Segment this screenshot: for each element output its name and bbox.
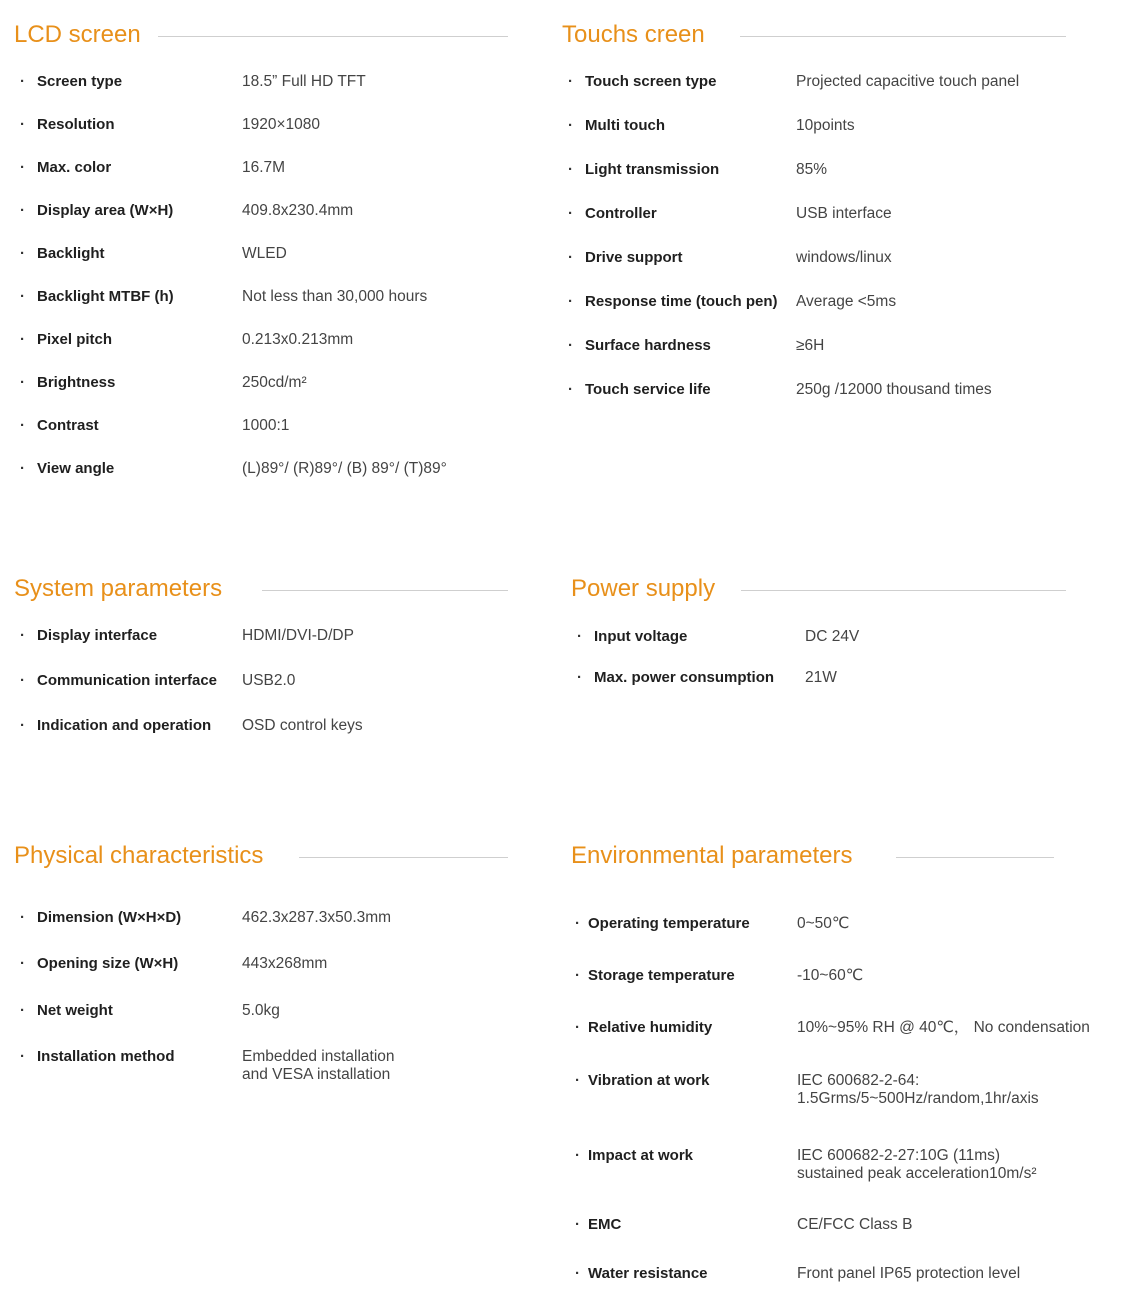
section-title: Environmental parameters [571,842,853,869]
spec-value [796,161,827,179]
section-touch-screen [562,20,1082,398]
spec-row [571,967,1111,1007]
spec-value-line: 85% [796,161,828,178]
spec-row [14,909,554,949]
bullet-dot: · [20,717,25,734]
spec-value [242,955,327,973]
bullet-dot: · [20,331,25,348]
spec-row [562,161,1102,201]
bullet-dot: · [575,1216,580,1233]
spec-row [14,374,554,414]
spec-value [242,202,353,220]
spec-value [797,1265,1020,1283]
spec-value-line: OSD control keys [242,717,363,734]
section-divider [740,36,1066,37]
spec-label: Touch service life [585,381,711,398]
spec-value [796,293,896,311]
section-title: Touchs creen [562,21,705,48]
section-physical-characteristics [14,841,514,1083]
bullet-dot: · [575,967,580,984]
bullet-dot: · [568,249,573,266]
spec-value-line: USB interface [796,205,892,222]
spec-label: Indication and operation [37,717,212,734]
section-header [571,574,1071,606]
spec-label: Net weight [37,1002,113,1019]
section-header [562,20,1082,52]
spec-value [242,374,307,392]
bullet-dot: · [577,628,582,645]
spec-value [797,1072,1039,1108]
spec-value-line: IEC 600682-2-27:10G (11ms) [797,1147,1001,1164]
section-divider [896,857,1054,858]
spec-value [242,1002,280,1020]
spec-label: View angle [37,460,115,477]
section-header [14,574,514,606]
spec-row [14,116,554,156]
spec-value [242,672,295,690]
bullet-dot: · [568,73,573,90]
bullet-dot: · [20,202,25,219]
spec-label: Vibration at work [588,1072,710,1089]
bullet-dot: · [577,669,582,686]
spec-row [562,337,1102,377]
spec-value [796,249,892,267]
spec-row [571,1216,1111,1256]
spec-value [242,460,447,478]
spec-label: Operating temperature [588,915,750,932]
bullet-dot: · [20,955,25,972]
spec-row [14,627,554,667]
spec-value [242,717,363,735]
spec-row [562,117,1102,157]
section-environmental-parameters [571,841,1131,1282]
spec-value [242,627,354,645]
bullet-dot: · [568,117,573,134]
spec-value-line: Average <5ms [796,293,897,310]
spec-value [242,245,287,263]
spec-row [571,915,1111,955]
section-header [14,841,514,873]
spec-value [796,337,824,355]
bullet-dot: · [575,915,580,932]
section-divider [262,590,508,591]
spec-value [796,381,992,399]
spec-value-line: (L)89°/ (R)89°/ (B) 89°/ (T)89° [242,460,447,477]
spec-label: Backlight [37,245,105,262]
bullet-dot: · [20,909,25,926]
section-title: System parameters [14,575,223,602]
bullet-dot: · [20,288,25,305]
spec-row [571,1147,1111,1187]
section-header [14,20,514,52]
spec-value-line: ≥6H [796,337,825,354]
spec-value-line: 1000:1 [242,417,290,434]
spec-value-line: 21W [805,669,837,686]
spec-label: Contrast [37,417,99,434]
spec-value-line: 0~50℃ [797,915,850,932]
spec-value-line: -10~60℃ [797,967,864,984]
bullet-dot: · [568,161,573,178]
spec-value-line: 443x268mm [242,955,328,972]
spec-value-line: 10points [796,117,855,134]
spec-row [14,955,554,995]
spec-label: Pixel pitch [37,331,113,348]
spec-value-line: USB2.0 [242,672,296,689]
spec-value [797,915,849,933]
spec-row [14,717,554,757]
bullet-dot: · [20,116,25,133]
spec-row [571,628,1111,668]
spec-row [14,331,554,371]
bullet-dot: · [20,73,25,90]
spec-value-line: sustained peak acceleration10m/s² [797,1165,1037,1182]
section-header [571,841,1131,873]
spec-row [14,1002,554,1042]
section-title: Power supply [571,575,716,602]
spec-row [14,288,554,328]
spec-label: Brightness [37,374,116,391]
spec-value-line: Front panel IP65 protection level [797,1265,1021,1282]
spec-label: Surface hardness [585,337,711,354]
spec-label: Communication interface [37,672,218,689]
spec-value-line: DC 24V [805,628,860,645]
spec-row [14,1048,554,1088]
spec-row [14,460,554,500]
spec-label: Impact at work [588,1147,694,1164]
spec-value-line: 18.5” Full HD TFT [242,73,366,90]
spec-label: Response time (touch pen) [585,293,778,310]
spec-value-line: windows/linux [796,249,892,266]
spec-label: EMC [588,1216,622,1233]
spec-value-line: 1.5Grms/5~500Hz/random,1hr/axis [797,1090,1039,1107]
spec-value [242,159,285,177]
spec-row [571,1072,1111,1112]
spec-row [14,73,554,113]
bullet-dot: · [20,460,25,477]
spec-label: Installation method [37,1048,175,1065]
spec-row [571,1265,1111,1305]
spec-value-line: Not less than 30,000 hours [242,288,428,305]
spec-label: Max. color [37,159,112,176]
spec-value [797,1147,1037,1183]
spec-value-line: 10%~95% RH @ 40℃， No condensation [797,1019,1090,1036]
spec-value [242,73,366,91]
spec-row [14,159,554,199]
bullet-dot: · [20,627,25,644]
spec-value-line: 409.8x230.4mm [242,202,354,219]
spec-row [562,205,1102,245]
section-title: Physical characteristics [14,842,264,869]
section-power-supply [571,574,1071,686]
spec-value-line: 1920×1080 [242,116,321,133]
spec-row [562,293,1102,333]
spec-label: Max. power consumption [594,669,775,686]
bullet-dot: · [20,159,25,176]
spec-label: Display area (W×H) [37,202,174,219]
spec-label: Water resistance [588,1265,708,1282]
spec-value-line: 250g /12000 thousand times [796,381,992,398]
bullet-dot: · [575,1072,580,1089]
spec-value [242,116,320,134]
spec-value-line: IEC 600682-2-64: [797,1072,920,1089]
spec-label: Opening size (W×H) [37,955,179,972]
spec-value [242,331,353,349]
spec-row [562,73,1102,113]
spec-row [562,249,1102,289]
spec-label: Storage temperature [588,967,735,984]
section-title: LCD screen [14,21,141,48]
bullet-dot: · [575,1147,580,1164]
spec-value-line: WLED [242,245,287,262]
spec-value [796,205,892,223]
spec-row [571,1019,1111,1059]
spec-label: Dimension (W×H×D) [37,909,182,926]
spec-value [805,628,859,646]
section-divider [741,590,1066,591]
section-lcd-screen [14,20,514,477]
bullet-dot: · [20,245,25,262]
spec-value-line: 462.3x287.3x50.3mm [242,909,392,926]
spec-row [14,417,554,457]
bullet-dot: · [568,337,573,354]
spec-value-line: HDMI/DVI-D/DP [242,627,354,644]
bullet-dot: · [568,381,573,398]
bullet-dot: · [568,293,573,310]
bullet-dot: · [20,374,25,391]
spec-label: Backlight MTBF (h) [37,288,174,305]
spec-value-line: 0.213x0.213mm [242,331,354,348]
spec-value-line: 5.0kg [242,1002,280,1019]
spec-value [242,1048,395,1084]
bullet-dot: · [575,1019,580,1036]
spec-label: Controller [585,205,657,222]
spec-value [796,117,855,135]
bullet-dot: · [20,1048,25,1065]
spec-label: Display interface [37,627,158,644]
bullet-dot: · [20,1002,25,1019]
spec-label: Input voltage [594,628,688,645]
spec-label: Relative humidity [588,1019,713,1036]
spec-value-line: CE/FCC Class B [797,1216,913,1233]
spec-row [14,202,554,242]
spec-value [796,73,1019,91]
spec-value-line: Embedded installation [242,1048,395,1065]
spec-row [14,245,554,285]
spec-value [242,909,391,927]
section-divider [299,857,508,858]
spec-value-line: and VESA installation [242,1066,391,1083]
bullet-dot: · [575,1265,580,1282]
spec-value [797,1019,1090,1037]
spec-value [242,417,289,435]
spec-value [805,669,837,687]
bullet-dot: · [20,672,25,689]
spec-value-line: Projected capacitive touch panel [796,73,1020,90]
bullet-dot: · [20,417,25,434]
spec-value [797,967,863,985]
spec-value-line: 250cd/m² [242,374,307,391]
spec-label: Touch screen type [585,73,717,90]
spec-label: Light transmission [585,161,720,178]
section-divider [158,36,508,37]
spec-value [797,1216,912,1234]
spec-row [571,669,1111,709]
spec-value [242,288,427,306]
spec-row [14,672,554,712]
spec-label: Resolution [37,116,115,133]
spec-row [562,381,1102,421]
bullet-dot: · [568,205,573,222]
spec-label: Multi touch [585,117,665,134]
section-system-parameters [14,574,514,734]
spec-label: Screen type [37,73,123,90]
spec-value-line: 16.7M [242,159,286,176]
spec-label: Drive support [585,249,683,266]
